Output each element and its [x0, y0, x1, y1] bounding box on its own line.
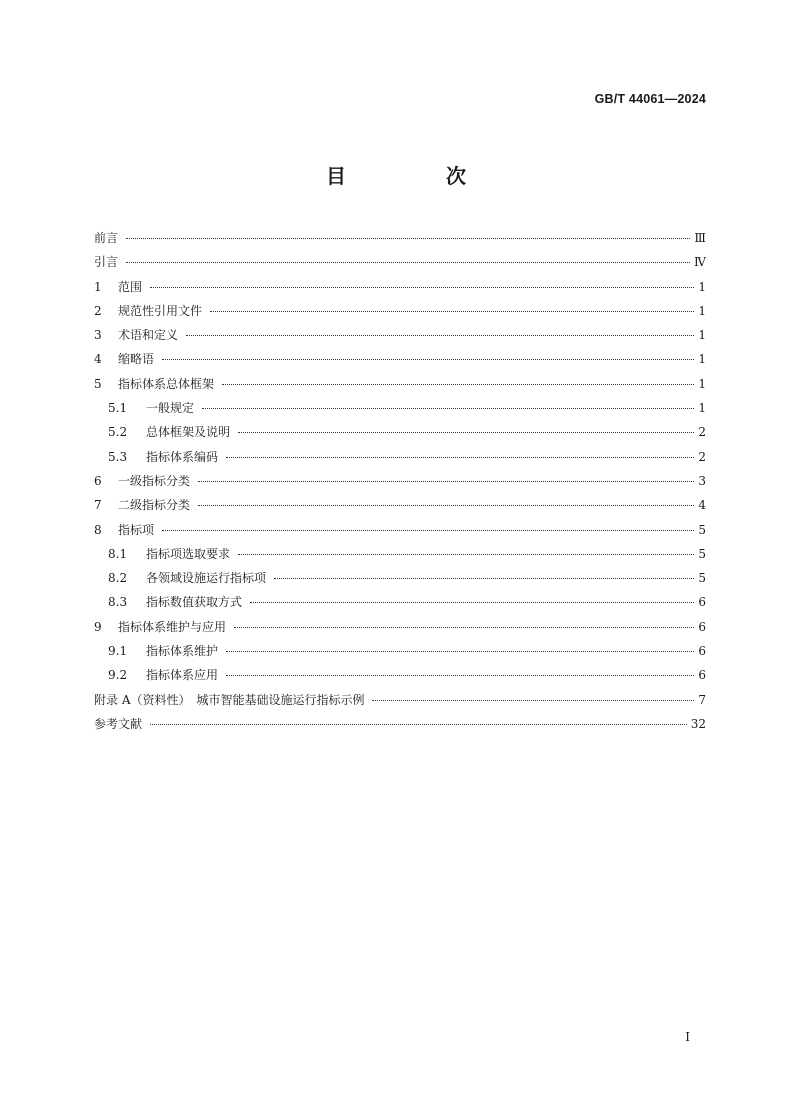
toc-entry[interactable] — [94, 493, 706, 517]
toc-entry[interactable] — [94, 347, 706, 371]
toc-entry-title — [94, 250, 118, 274]
toc-entry-page: 6 — [698, 595, 706, 610]
toc-entry-label: 指标体系总体框架 — [118, 376, 215, 391]
toc-entry[interactable] — [94, 518, 706, 542]
toc-entry-page: 4 — [698, 498, 706, 513]
dot-leader — [126, 238, 690, 239]
toc-entry-number: 7 — [94, 498, 102, 513]
toc-entry-page: 5 — [698, 546, 706, 561]
page-number: Ⅰ — [685, 1030, 690, 1044]
toc-entry[interactable] — [94, 323, 706, 347]
toc-entry-title — [108, 542, 230, 566]
toc-entry-page: 1 — [698, 328, 706, 343]
toc-entry-page: 2 — [698, 425, 706, 440]
toc-entry-label: 指标数值获取方式 — [146, 595, 243, 610]
table-of-contents — [94, 226, 706, 736]
dot-leader — [226, 457, 694, 458]
toc-entry-label: 一级指标分类 — [118, 473, 191, 488]
toc-entry-page: Ⅲ — [694, 231, 706, 245]
toc-entry-page: 3 — [698, 473, 706, 488]
dot-leader — [162, 359, 694, 360]
dot-leader — [150, 287, 694, 288]
dot-leader — [274, 578, 694, 579]
toc-entry[interactable] — [94, 420, 706, 444]
toc-entry[interactable] — [94, 250, 706, 274]
dot-leader — [250, 602, 694, 603]
toc-entry-title — [94, 275, 142, 299]
toc-entry-page: 5 — [698, 522, 706, 537]
dot-leader — [210, 311, 694, 312]
toc-entry-page: 1 — [698, 401, 706, 416]
toc-entry-label: 指标体系维护 — [146, 644, 219, 659]
toc-entry-title — [108, 420, 230, 444]
toc-entry-page: 7 — [698, 692, 706, 707]
dot-leader — [222, 384, 694, 385]
toc-entry-page: 1 — [698, 352, 706, 367]
dot-leader — [226, 651, 694, 652]
toc-entry-number: 6 — [94, 473, 102, 488]
toc-entry-title — [108, 590, 242, 614]
toc-entry[interactable] — [94, 275, 706, 299]
toc-entry-title — [94, 493, 190, 517]
toc-entry-title — [94, 226, 118, 250]
toc-entry-number: 2 — [94, 303, 102, 318]
toc-entry-title — [94, 712, 142, 736]
toc-entry-title — [94, 299, 202, 323]
toc-entry-number: 5.2 — [108, 425, 128, 440]
toc-entry[interactable] — [94, 663, 706, 687]
toc-entry-title — [108, 566, 266, 590]
toc-entry[interactable] — [94, 445, 706, 469]
toc-entry-number: 9 — [94, 619, 102, 634]
toc-entry-page: 5 — [698, 571, 706, 586]
toc-entry[interactable] — [94, 615, 706, 639]
toc-entry-page: 1 — [698, 303, 706, 318]
page-title: 目 次 — [326, 164, 506, 188]
toc-entry[interactable] — [94, 372, 706, 396]
dot-leader — [198, 481, 694, 482]
toc-entry-title — [94, 323, 178, 347]
dot-leader — [226, 675, 694, 676]
toc-entry-label: 指标体系编码 — [146, 449, 219, 464]
toc-entry-title — [108, 639, 218, 663]
toc-entry-page: 6 — [698, 644, 706, 659]
toc-entry-number: 1 — [94, 279, 102, 294]
dot-leader — [186, 335, 694, 336]
toc-entry-label: 范围 — [118, 279, 143, 294]
toc-entry[interactable] — [94, 299, 706, 323]
toc-entry-title — [94, 372, 214, 396]
toc-entry-page: 6 — [698, 619, 706, 634]
toc-entry-number: 5.3 — [108, 449, 128, 464]
toc-entry[interactable] — [94, 566, 706, 590]
toc-entry-label: 规范性引用文件 — [118, 303, 203, 318]
toc-entry[interactable] — [94, 469, 706, 493]
toc-entry-number: 5.1 — [108, 401, 128, 416]
toc-entry-page: 1 — [698, 279, 706, 294]
dot-leader — [202, 408, 694, 409]
toc-entry-page: 1 — [698, 376, 706, 391]
toc-entry-label: 指标体系应用 — [146, 668, 219, 683]
toc-entry-label: 术语和定义 — [118, 328, 179, 343]
dot-leader — [198, 505, 694, 506]
toc-entry-number: 3 — [94, 328, 102, 343]
toc-entry-label: 引言 — [94, 255, 119, 270]
toc-entry-label: 各领域设施运行指标项 — [146, 571, 267, 586]
toc-entry-number: 5 — [94, 376, 102, 391]
toc-entry-title — [108, 396, 194, 420]
toc-entry-page: 32 — [690, 716, 706, 731]
toc-entry-label: 总体框架及说明 — [146, 425, 231, 440]
toc-entry[interactable] — [94, 542, 706, 566]
toc-entry-label: 指标项选取要求 — [146, 546, 231, 561]
toc-entry-label: 参考文献 — [94, 716, 143, 731]
toc-entry-title — [108, 663, 218, 687]
toc-entry-title — [94, 469, 190, 493]
toc-entry[interactable] — [94, 396, 706, 420]
toc-entry-title — [94, 615, 226, 639]
toc-entry[interactable] — [94, 590, 706, 614]
toc-entry-number: 9.1 — [108, 644, 128, 659]
toc-entry-number: 8.2 — [108, 571, 128, 586]
toc-entry-label: 缩略语 — [118, 352, 155, 367]
dot-leader — [372, 700, 694, 701]
toc-entry-title — [94, 518, 154, 542]
toc-entry-number: 9.2 — [108, 668, 128, 683]
toc-entry-title — [94, 347, 154, 371]
dot-leader — [238, 554, 694, 555]
toc-entry-label: 指标项 — [118, 522, 155, 537]
toc-entry-page: 6 — [698, 668, 706, 683]
toc-entry-label: 二级指标分类 — [118, 498, 191, 513]
toc-entry-number: 8.1 — [108, 546, 128, 561]
toc-entry-number: 4 — [94, 352, 102, 367]
toc-entry-number: 8 — [94, 522, 102, 537]
dot-leader — [234, 627, 694, 628]
toc-entry[interactable] — [94, 226, 706, 250]
dot-leader — [150, 724, 687, 725]
toc-entry-page: 2 — [698, 449, 706, 464]
toc-entry-page: Ⅳ — [694, 255, 706, 270]
dot-leader — [162, 530, 694, 531]
toc-entry[interactable] — [94, 639, 706, 663]
dot-leader — [126, 262, 690, 263]
toc-entry[interactable] — [94, 688, 706, 712]
toc-entry-label: 一般规定 — [146, 401, 195, 416]
toc-entry-label: 附录 A（资料性） 城市智能基础设施运行指标示例 — [94, 692, 365, 707]
toc-entry[interactable] — [94, 712, 706, 736]
dot-leader — [238, 432, 694, 433]
toc-entry-label: 指标体系维护与应用 — [118, 619, 227, 634]
toc-entry-title — [108, 445, 218, 469]
standard-code: GB/T 44061—2024 — [594, 92, 706, 106]
toc-entry-number: 8.3 — [108, 595, 128, 610]
toc-entry-title — [94, 688, 364, 712]
toc-entry-label: 前言 — [94, 231, 119, 245]
